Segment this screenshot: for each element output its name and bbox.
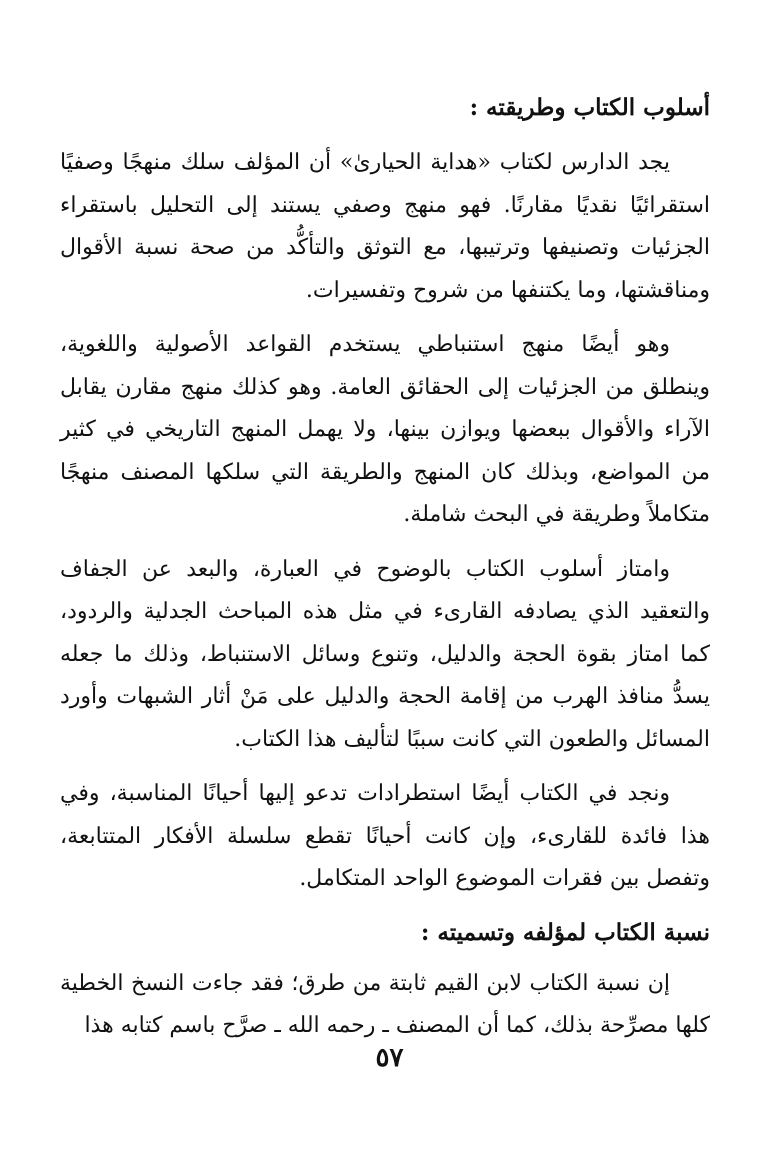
section-heading-style: أسلوب الكتاب وطريقته : — [469, 94, 710, 121]
section-heading-attribution: نسبة الكتاب لمؤلفه وتسميته : — [420, 918, 710, 946]
paragraph: وامتاز أسلوب الكتاب بالوضوح في العبارة، والبعد عن الجفاف والتعقيد الذي يصادفه القارىء في مثل هذه المباحث الجدلية والردود، كما امتاز بقوة الحجة والدليل، وتنوع وسائل الاستنباط، وذلك ما جعله يسدُّ منافذ الهرب من إقامة الحجة والدليل على مَنْ أثار الشبهات وأورد المسائل والطعون التي كانت سببًا لتأليف هذا الكتاب. — [60, 556, 710, 752]
paragraph: إن نسبة الكتاب لابن القيم ثابتة من طرق؛ فقد جاءت النسخ الخطية كلها مصرِّحة بذلك، كما أن المصنف ـ رحمه الله ـ صرَّح باسم كتابه هذا — [60, 970, 710, 1038]
paragraph: يجد الدارس لكتاب «هداية الحيارىٰ» أن المؤلف سلك منهجًا وصفيًا استقرائيًا نقديًا مقارنًا. فهو منهج وصفي يستند إلى التحليل باستقراء الجزئيات وتصنيفها وترتيبها، مع التوثق والتأكُّد من صحة نسبة الأقوال ومناقشتها، وما يكتنفها من شروح وتفسيرات. — [60, 150, 710, 303]
paragraph: ونجد في الكتاب أيضًا استطرادات تدعو إليها أحيانًا المناسبة، وفي هذا فائدة للقارىء، وإن كانت أحيانًا تقطع سلسلة الأفكار المتتابعة، وتفصل بين فقرات الموضوع الواحد المتكامل. — [60, 781, 710, 891]
page-body — [60, 88, 710, 1060]
page-number: ٥٧ — [375, 1043, 404, 1073]
paragraph: وهو أيضًا منهج استنباطي يستخدم القواعد الأصولية واللغوية، وينطلق من الجزئيات إلى الحقائق العامة. وهو كذلك منهج مقارن يقابل الآراء والأقوال ببعضها ويوازن بينها، ولا يهمل المنهج التاريخي في كثير من المواضع، وبذلك كان المنهج والطريقة التي سلكها المصنف منهجًا متكاملاً وطريقة في البحث شاملة. — [60, 332, 710, 527]
